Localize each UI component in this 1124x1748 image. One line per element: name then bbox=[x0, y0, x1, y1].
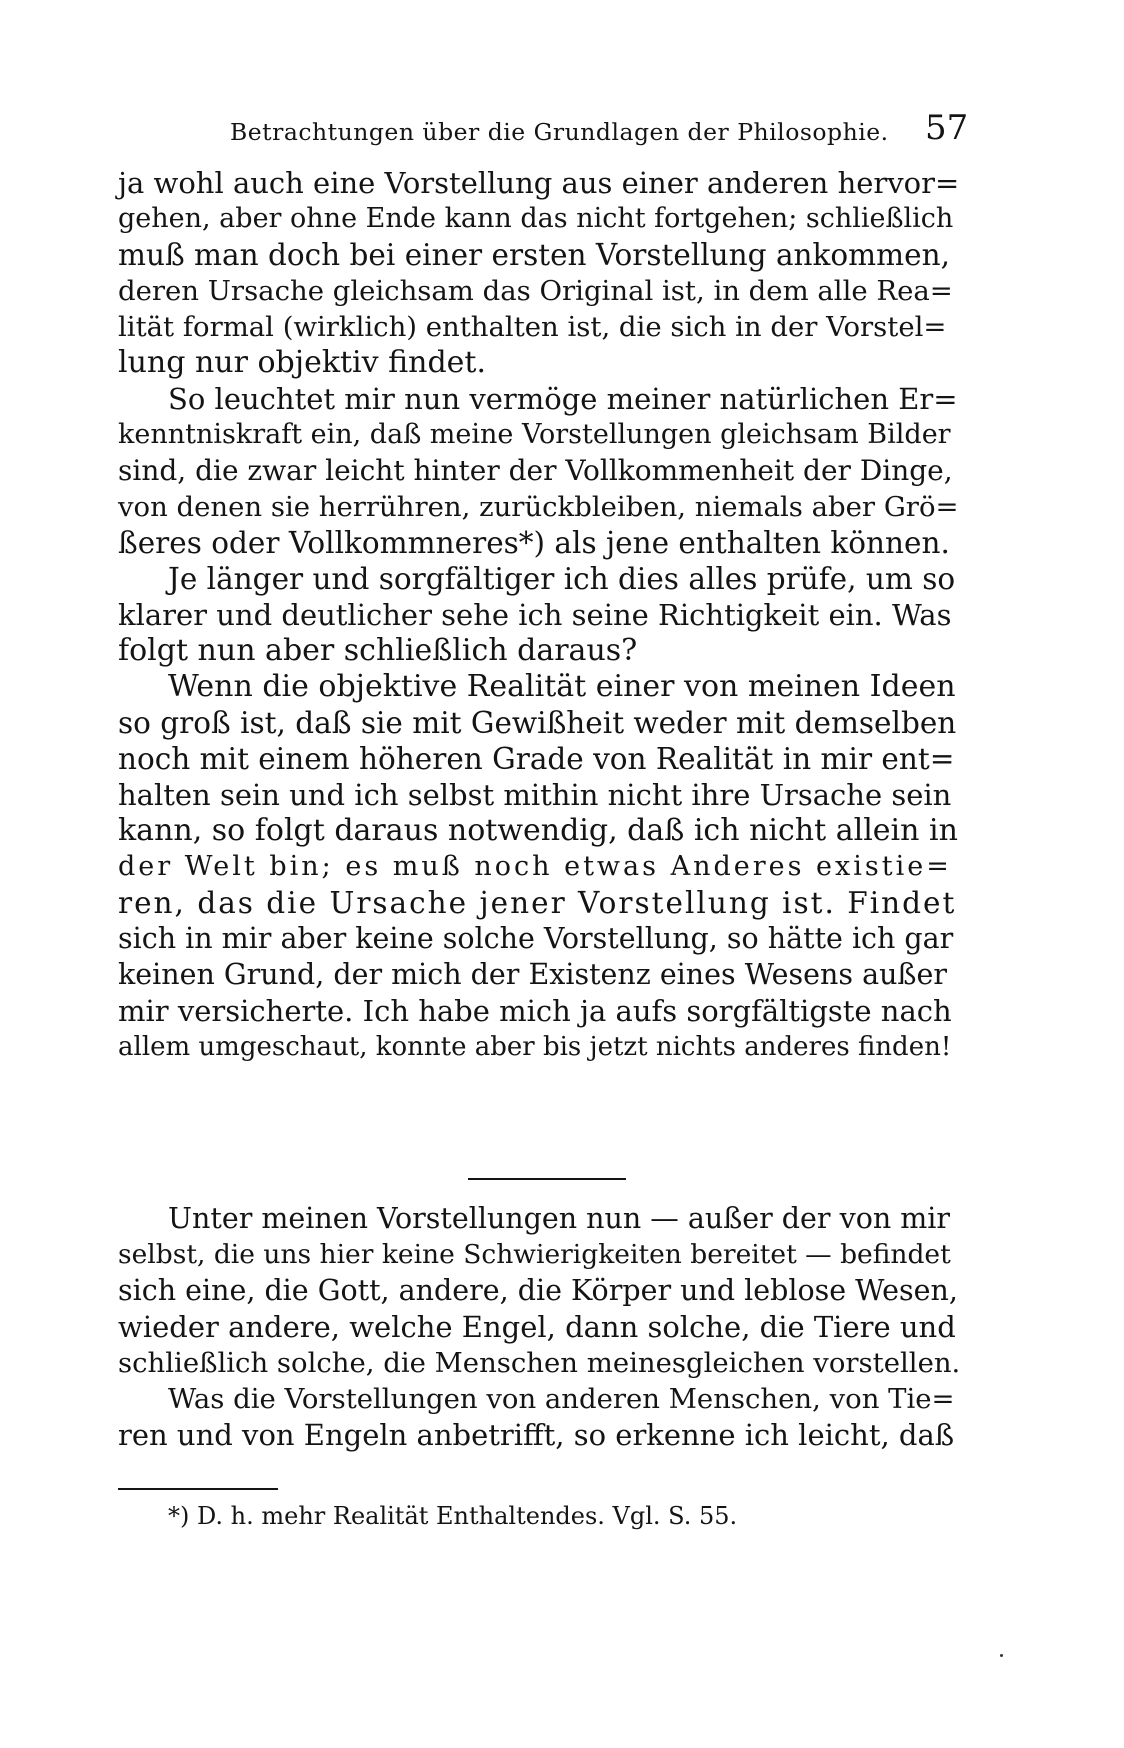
text-line: wieder andere, welche Engel, dann solche, die Tiere und bbox=[118, 1310, 956, 1344]
text-line: mir versicherte. Ich habe mich ja aufs sorgfältigste nach bbox=[118, 994, 952, 1028]
section-divider bbox=[468, 1178, 626, 1180]
text-line: Was die Vorstellungen von anderen Menschen, von Tie= bbox=[168, 1383, 955, 1415]
text-line: klarer und deutlicher sehe ich seine Richtigkeit ein. Was bbox=[118, 598, 952, 632]
footnote: *) D. h. mehr Realität Enthaltendes. Vgl. S. 55. bbox=[168, 1502, 738, 1530]
text-line: allem umgeschaut, konnte aber bis jetzt nichts anderes finden! bbox=[118, 1032, 952, 1062]
page-number: 57 bbox=[925, 108, 969, 148]
text-line: deren Ursache gleichsam das Original ist, in dem alle Rea= bbox=[118, 275, 953, 307]
text-line: schließlich solche, die Menschen meinesgleichen vorstellen. bbox=[118, 1347, 961, 1379]
text-line: der Welt bin; es muß noch etwas Anderes existie= bbox=[118, 851, 952, 882]
text-line: muß man doch bei einer ersten Vorstellung ankommen, bbox=[118, 238, 950, 272]
text-line: folgt nun aber schließlich daraus? bbox=[118, 633, 638, 668]
text-line: gehen, aber ohne Ende kann das nicht fortgehen; schließlich bbox=[118, 203, 954, 234]
print-speck bbox=[1000, 1654, 1003, 1657]
text-line: halten sein und ich selbst mithin nicht ihre Ursache sein bbox=[118, 778, 952, 812]
text-line: lität formal (wirklich) enthalten ist, die sich in der Vorstel= bbox=[118, 311, 947, 343]
text-line: noch mit einem höheren Grade von Realität in mir ent= bbox=[118, 742, 955, 776]
text-line: lung nur objektiv findet. bbox=[118, 345, 487, 380]
text-line: kann, so folgt daraus notwendig, daß ich nicht allein in bbox=[118, 813, 958, 848]
text-line: ren, das die Ursache jener Vorstellung ist. Findet bbox=[118, 886, 957, 920]
running-title: Betrachtungen über die Grundlagen der Philosophie. bbox=[230, 118, 889, 146]
text-line: keinen Grund, der mich der Existenz eines Wesens außer bbox=[118, 958, 947, 991]
text-line: sind, die zwar leicht hinter der Vollkommenheit der Dinge, bbox=[118, 454, 953, 487]
text-line: von denen sie herrühren, zurückbleiben, niemals aber Grö= bbox=[118, 491, 959, 523]
text-line: Je länger und sorgfältiger ich dies alles prüfe, um so bbox=[168, 562, 956, 596]
footnote-rule bbox=[118, 1488, 278, 1490]
text-line: ja wohl auch eine Vorstellung aus einer anderen hervor= bbox=[118, 166, 960, 200]
text-line: ßeres oder Vollkommneres*) als jene enthalten können. bbox=[118, 526, 950, 560]
text-line: ren und von Engeln anbetrifft, so erkenne ich leicht, daß bbox=[118, 1418, 955, 1452]
text-line: sich eine, die Gott, andere, die Körper und leblose Wesen, bbox=[118, 1274, 958, 1307]
text-line: selbst, die uns hier keine Schwierigkeiten bereitet — befindet bbox=[118, 1239, 951, 1270]
text-line: so groß ist, daß sie mit Gewißheit weder mit demselben bbox=[118, 706, 957, 740]
text-line: Wenn die objektive Realität einer von meinen Ideen bbox=[168, 669, 956, 704]
text-line: kenntniskraft ein, daß meine Vorstellungen gleichsam Bilder bbox=[118, 419, 951, 450]
text-line: Unter meinen Vorstellungen nun — außer der von mir bbox=[168, 1202, 951, 1235]
text-line: sich in mir aber keine solche Vorstellung, so hätte ich gar bbox=[118, 922, 954, 955]
text-line: So leuchtet mir nun vermöge meiner natürlichen Er= bbox=[168, 382, 958, 416]
